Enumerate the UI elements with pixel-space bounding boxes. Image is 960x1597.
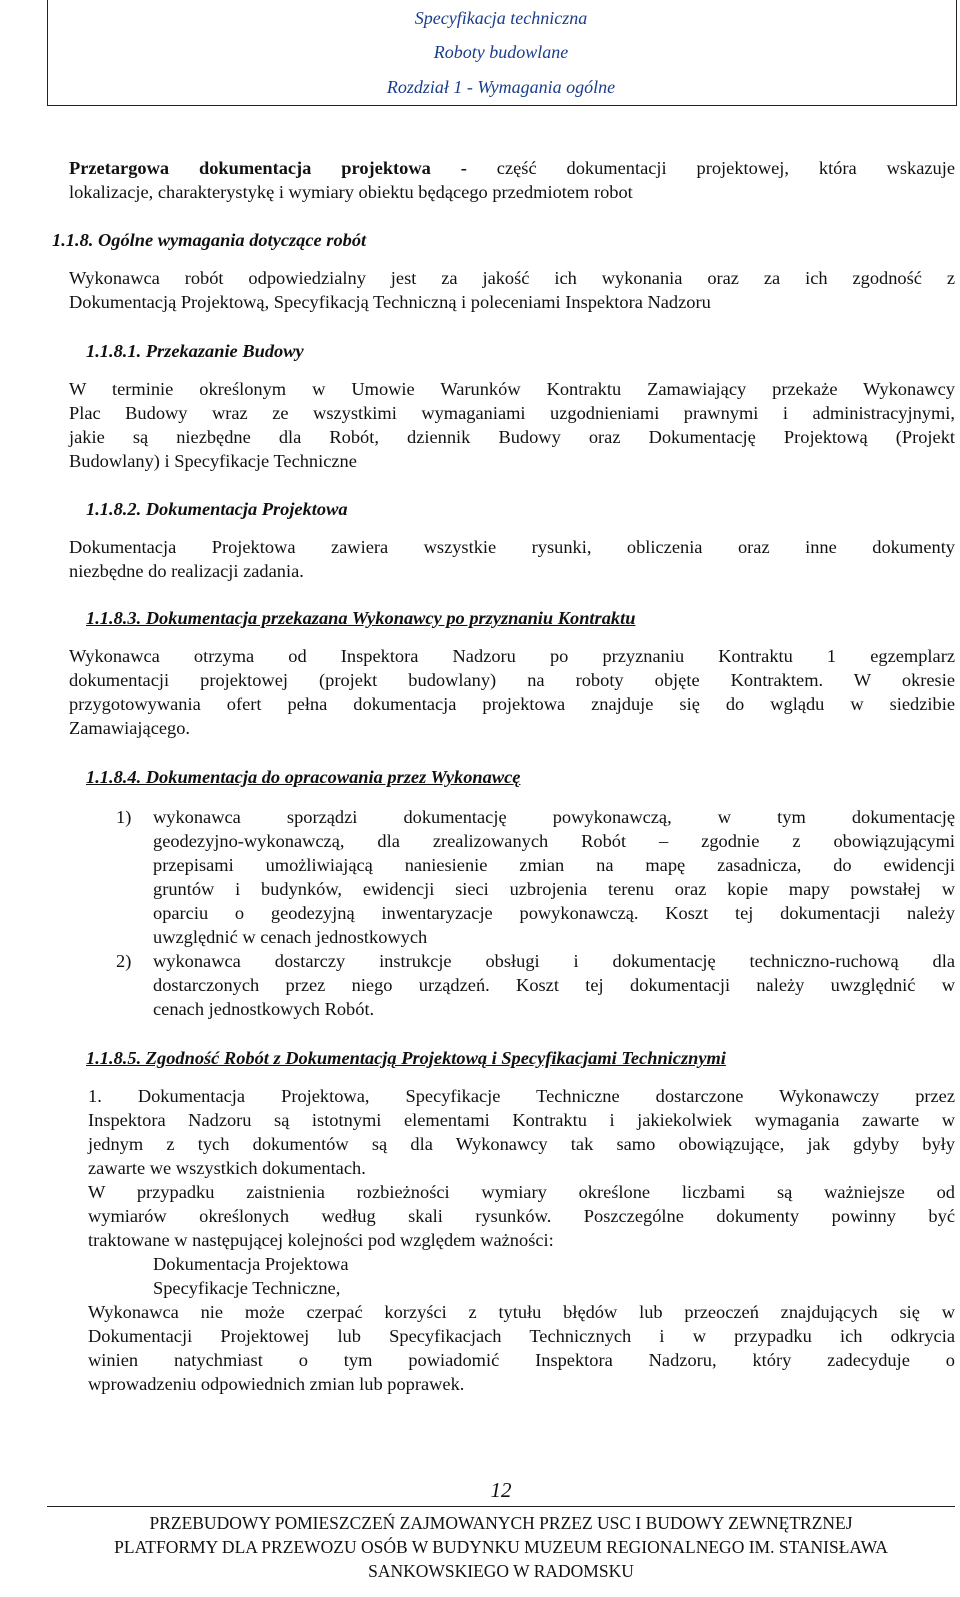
footer-line-1: PRZEBUDOWY POMIESZCZEŃ ZAJMOWANYCH PRZEZ USC I BUDOWY ZEWNĘTRZNEJ <box>149 1513 853 1533</box>
section-1-1-8-1-line-4: Budowlany) i Specyfikacje Techniczne <box>69 451 357 471</box>
priority-list-item-2: Specyfikacje Techniczne, <box>153 1278 341 1298</box>
list-item-1-line-6: uwzględnić w cenach jednostkowych <box>153 927 428 947</box>
section-1-1-8-1-line-1: W terminie określonym w Umowie Warunków Kontraktu Zamawiający przekaże Wykonawcy <box>69 379 955 399</box>
header-chapter: Rozdział 1 - Wymagania ogólne <box>386 77 616 97</box>
footer-line-3: SANKOWSKIEGO W RADOMSKU <box>368 1561 634 1581</box>
section-1-1-8-5-p1-line-1: 1. Dokumentacja Projektowa, Specyfikacje Techniczne dostarczone Wykonawczy przez <box>88 1086 955 1106</box>
page-number: 12 <box>490 1478 512 1502</box>
section-1-1-8-5-p2-line-1: W przypadku zaistnienia rozbieżności wymiary określone liczbami są ważniejsze od <box>88 1182 955 1202</box>
section-1-1-8-5-p1-line-4: zawarte we wszystkich dokumentach. <box>88 1158 366 1178</box>
section-heading-1-1-8-5: 1.1.8.5. Zgodność Robót z Dokumentacją Projektową i Specyfikacjami Technicznymi <box>86 1048 726 1068</box>
section-heading-1-1-8-4: 1.1.8.4. Dokumentacja do opracowania przez Wykonawcę <box>86 767 521 787</box>
section-1-1-8-1-line-2: Plac Budowy wraz ze wszystkimi wymaganiami uzgodnieniami prawnymi i administracyjnymi, <box>69 403 955 423</box>
list-item-2-line-2: dostarczonych przez niego urządzeń. Koszt tej dokumentacji należy uwzględnić w <box>153 975 955 995</box>
definition-term: Przetargowa dokumentacja projektowa - <box>69 158 467 178</box>
list-item-1-line-5: oparciu o geodezyjną inwentaryzacje powykonawczą. Koszt tej dokumentacji należy <box>153 903 955 923</box>
footer-line-2: PLATFORMY DLA PRZEWOZU OSÓB W BUDYNKU MUZEUM REGIONALNEGO IM. STANISŁAWA <box>114 1537 888 1557</box>
section-1-1-8-5-p3-line-4: wprowadzeniu odpowiednich zmian lub poprawek. <box>88 1374 465 1394</box>
definition-line-2: lokalizacje, charakterystykę i wymiary obiektu będącego przedmiotem robot <box>69 182 633 202</box>
section-1-1-8-5-p3-line-1: Wykonawca nie może czerpać korzyści z tytułu błędów lub przeoczeń znajdujących się w <box>88 1302 955 1322</box>
list-item-1-line-2: geodezyjno-wykonawczą, dla zrealizowanych Robót – zgodnie z obowiązującymi <box>153 831 955 851</box>
section-1-1-8-5-p1-line-2: Inspektora Nadzoru są istotnymi elementami Kontraktu i jakiekolwiek wymagania zawarte w <box>88 1110 955 1130</box>
section-1-1-8-5-p2-line-3: traktowane w następującej kolejności pod względem ważności: <box>88 1230 554 1250</box>
list-item-1-line-4: gruntów i budynków, ewidencji sieci uzbrojenia terenu oraz kopie mapy powstałej w <box>153 879 955 899</box>
list-number-2: 2) <box>116 951 132 971</box>
section-heading-1-1-8-3: 1.1.8.3. Dokumentacja przekazana Wykonawcy po przyznaniu Kontraktu <box>86 608 636 628</box>
section-1-1-8-2-line-2: niezbędne do realizacji zadania. <box>69 561 304 581</box>
header-subtitle: Roboty budowlane <box>433 42 569 62</box>
section-heading-1-1-8-1: 1.1.8.1. Przekazanie Budowy <box>86 341 304 361</box>
section-heading-1-1-8: 1.1.8. Ogólne wymagania dotyczące robót <box>52 230 367 250</box>
section-1-1-8-line-1: Wykonawca robót odpowiedzialny jest za jakość ich wykonania oraz za ich zgodność z <box>69 268 955 288</box>
section-1-1-8-3-line-1: Wykonawca otrzyma od Inspektora Nadzoru po przyznaniu Kontraktu 1 egzemplarz <box>69 646 955 666</box>
list-item-1-line-3: przepisami umożliwiającą naniesienie zmian na mapę zasadnicza, do ewidencji <box>153 855 955 875</box>
footer-divider <box>47 1506 955 1507</box>
list-number-1: 1) <box>116 807 132 827</box>
definition-line-1: Przetargowa dokumentacja projektowa - część dokumentacji projektowej, która wskazuje <box>69 158 955 178</box>
section-1-1-8-2-line-1: Dokumentacja Projektowa zawiera wszystkie rysunki, obliczenia oraz inne dokumenty <box>69 537 955 557</box>
section-1-1-8-5-p3-line-2: Dokumentacji Projektowej lub Specyfikacjach Technicznych i w przypadku ich odkrycia <box>88 1326 955 1346</box>
priority-list-item-1: Dokumentacja Projektowa <box>153 1254 349 1274</box>
section-1-1-8-1-line-3: jakie są niezbędne dla Robót, dziennik Budowy oraz Dokumentację Projektową (Projekt <box>69 427 955 447</box>
section-1-1-8-5-p2-line-2: wymiarów określonych według skali rysunków. Poszczególne dokumenty powinny być <box>88 1206 955 1226</box>
list-item-2-line-1: wykonawca dostarczy instrukcje obsługi i dokumentację techniczno-ruchową dla <box>153 951 955 971</box>
section-1-1-8-3-line-3: przygotowywania ofert pełna dokumentacja projektowa znajduje się do wglądu w siedzibie <box>69 694 955 714</box>
section-1-1-8-line-2: Dokumentacją Projektową, Specyfikacją Techniczną i poleceniami Inspektora Nadzoru <box>69 292 711 312</box>
list-item-1-line-1: wykonawca sporządzi dokumentację powykonawczą, w tym dokumentację <box>153 807 955 827</box>
section-1-1-8-5-p3-line-3: winien natychmiast o tym powiadomić Inspektora Nadzoru, który zadecyduje o <box>88 1350 955 1370</box>
section-1-1-8-3-line-4: Zamawiającego. <box>69 718 191 738</box>
section-1-1-8-3-line-2: dokumentacji projektowej (projekt budowlany) na roboty objęte Kontraktem. W okresie <box>69 670 955 690</box>
list-item-2-line-3: cenach jednostkowych Robót. <box>153 999 375 1019</box>
header-title: Specyfikacja techniczna <box>414 8 588 28</box>
section-1-1-8-5-p1-line-3: jednym z tych dokumentów są dla Wykonawcy tak samo obowiązujące, jak gdyby były <box>88 1134 955 1154</box>
section-heading-1-1-8-2: 1.1.8.2. Dokumentacja Projektowa <box>86 499 348 519</box>
